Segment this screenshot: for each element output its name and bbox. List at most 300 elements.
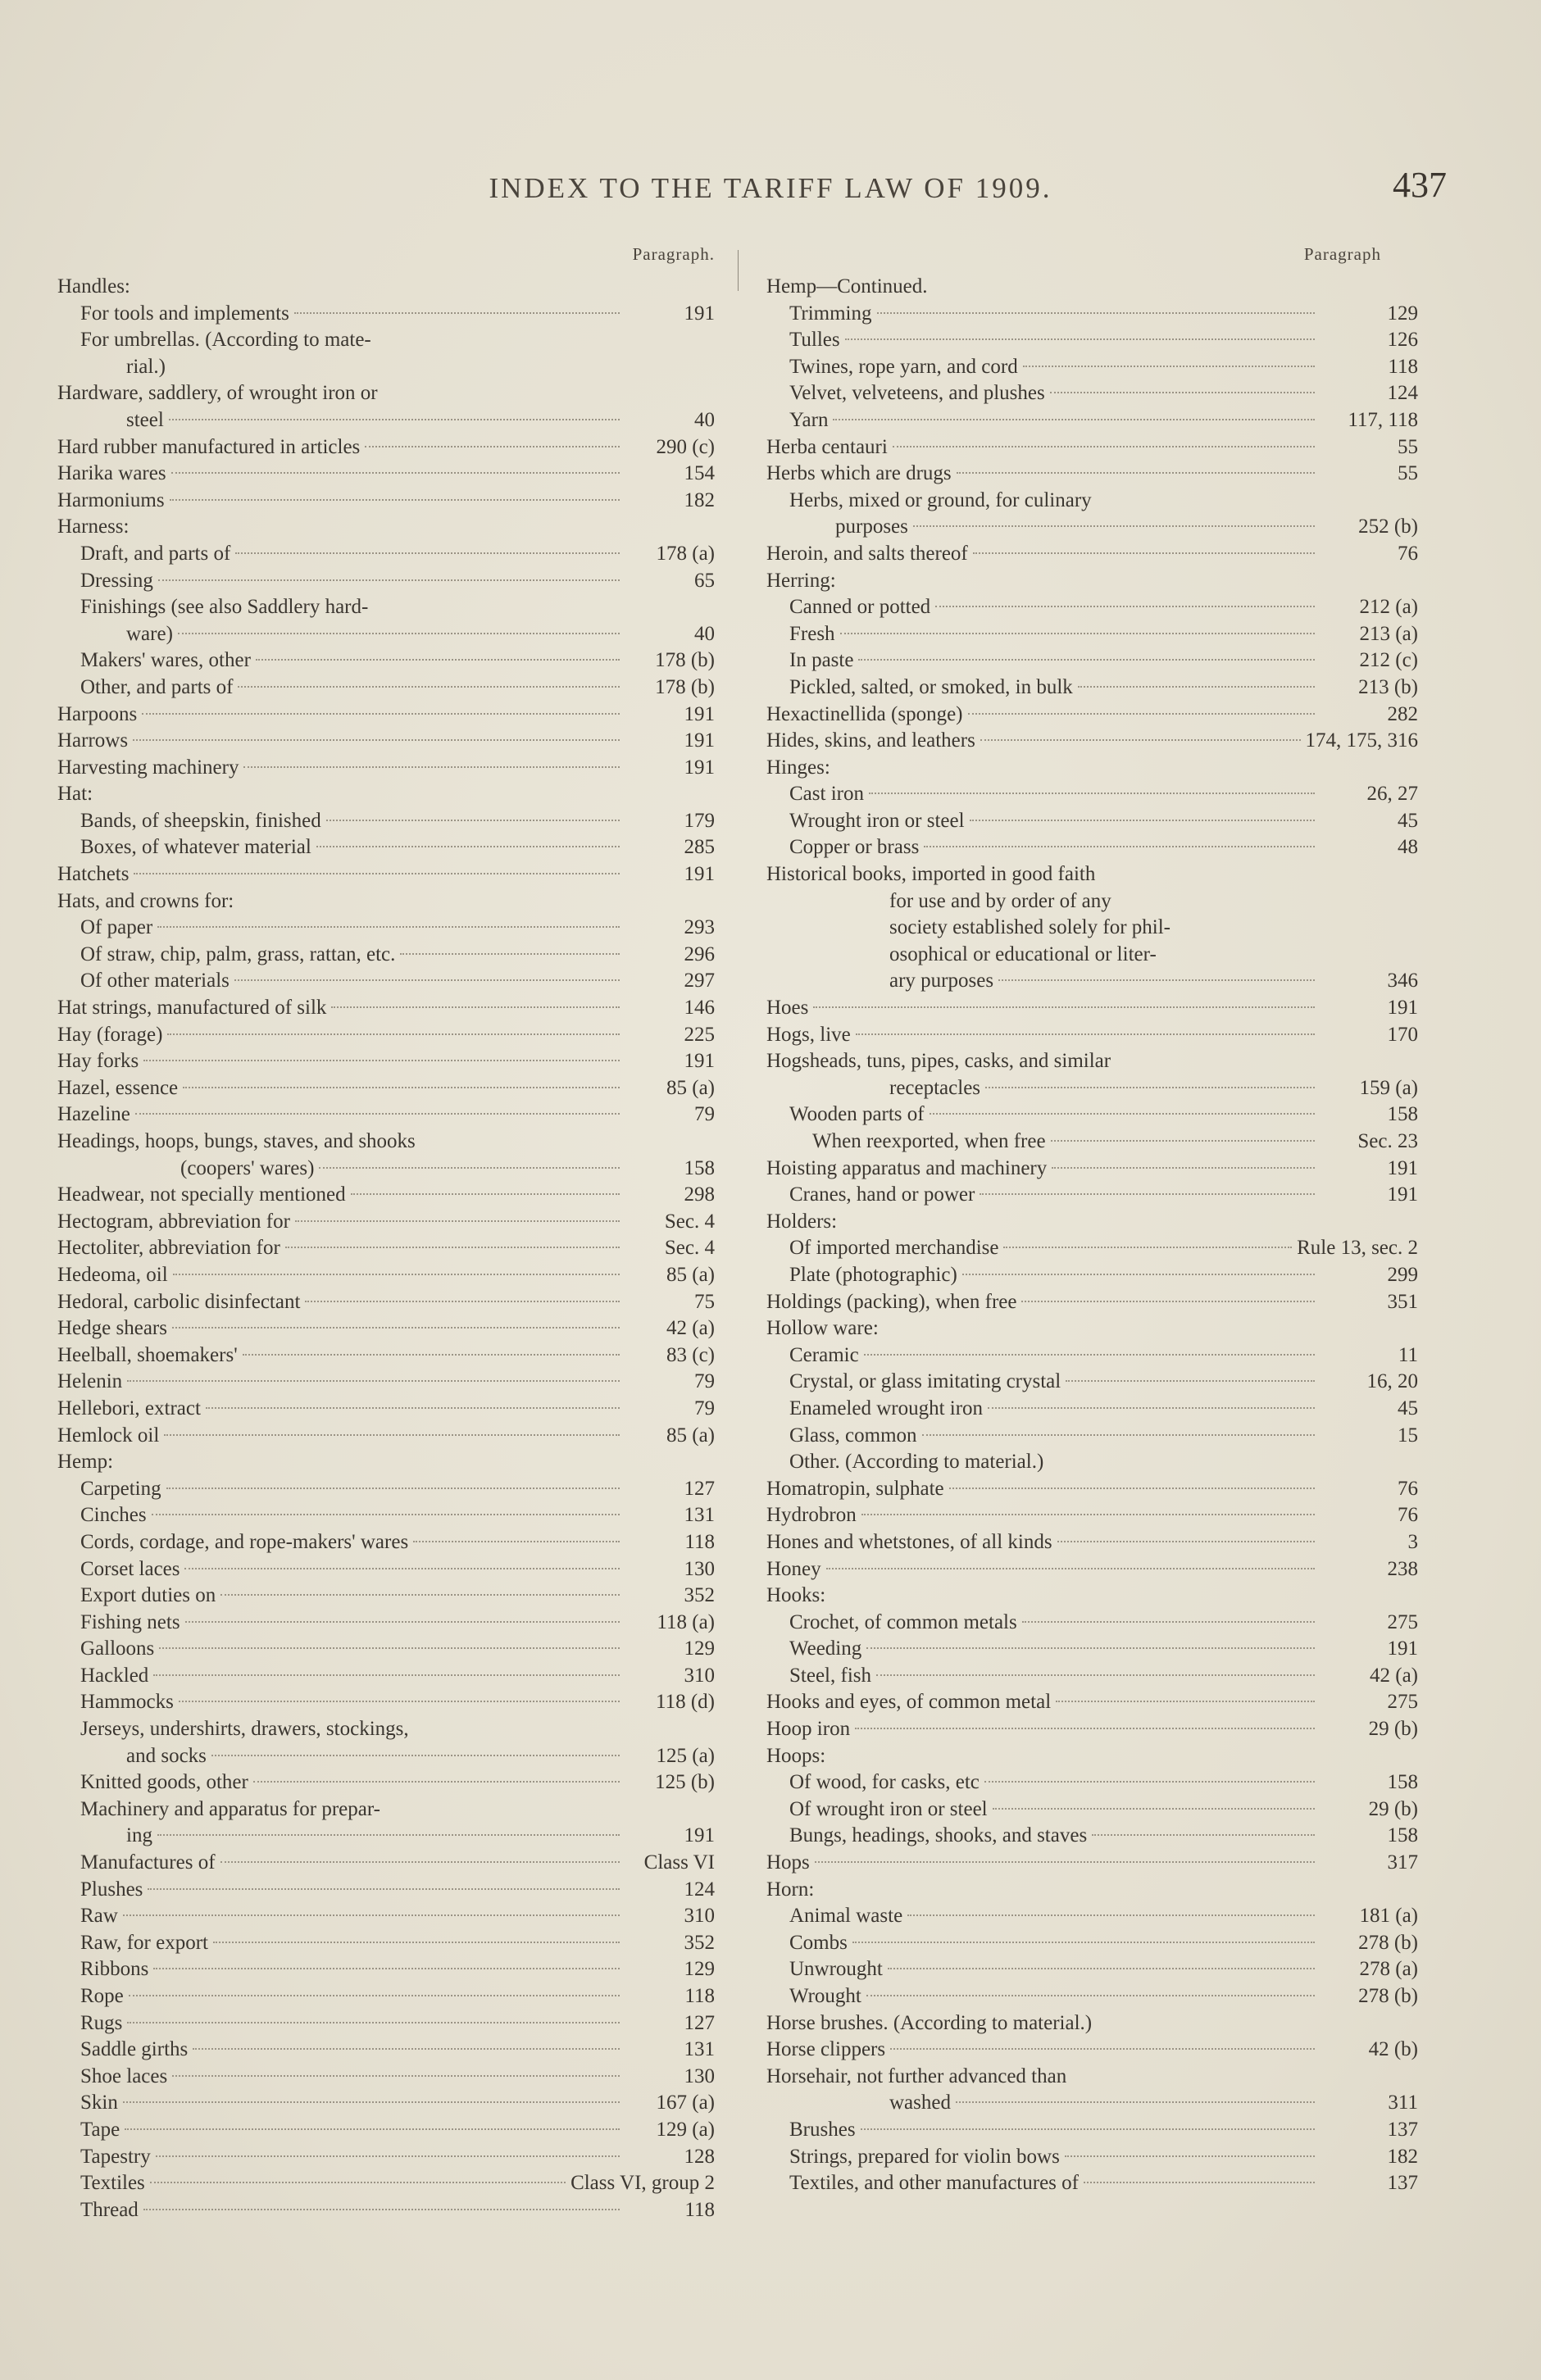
index-entry	[766, 915, 1426, 942]
entry-term: Hollow ware:	[766, 1317, 879, 1340]
dot-leader	[143, 2209, 620, 2210]
entry-term: Hectogram, abbreviation for	[57, 1210, 290, 1233]
paragraph-reference: 182	[684, 488, 715, 511]
dot-leader	[980, 739, 1301, 741]
dot-leader	[256, 659, 620, 661]
paragraph-reference: 124	[1387, 382, 1418, 405]
index-entry	[766, 1101, 1426, 1129]
entry-term: Harvesting machinery	[57, 756, 239, 779]
paragraph-reference: 191	[684, 863, 715, 886]
entry-term: receptacles	[889, 1076, 981, 1099]
index-entry	[57, 1423, 721, 1450]
paragraph-reference: 42 (a)	[1370, 1664, 1418, 1687]
dot-leader	[845, 338, 1315, 340]
index-entry	[57, 1476, 721, 1503]
index-entry	[766, 594, 1426, 621]
dot-leader	[1050, 392, 1315, 393]
dot-leader	[243, 766, 620, 768]
paragraph-reference: 85 (a)	[666, 1076, 715, 1099]
entry-term: Herba centauri	[766, 435, 888, 458]
index-entry	[57, 1209, 721, 1236]
entry-term: Plushes	[80, 1878, 143, 1901]
paragraph-reference: 48	[1398, 836, 1418, 859]
entry-term: Other, and parts of	[80, 675, 234, 698]
dot-leader	[962, 1274, 1315, 1275]
dot-leader	[1066, 1380, 1315, 1382]
index-entry	[57, 1502, 721, 1529]
paragraph-reference: 191	[684, 729, 715, 752]
paragraph-reference: 76	[1398, 542, 1418, 565]
paragraph-reference: 79	[694, 1370, 715, 1393]
entry-term: Steel, fish	[789, 1664, 871, 1687]
index-entry	[57, 2037, 721, 2064]
dot-leader	[1023, 366, 1315, 367]
entry-term: Strings, prepared for violin bows	[789, 2145, 1060, 2168]
dot-leader	[157, 1834, 620, 1836]
entry-term: Cast iron	[789, 783, 864, 806]
entry-term: Combs	[789, 1931, 848, 1954]
dot-leader	[1051, 1140, 1315, 1142]
dot-leader	[984, 1781, 1315, 1783]
paragraph-reference: 297	[684, 970, 715, 992]
index-entry	[766, 354, 1426, 381]
entry-term: Harpoons	[57, 702, 138, 725]
index-entry	[57, 1743, 721, 1770]
dot-leader	[858, 659, 1315, 661]
entry-term: Fresh	[789, 622, 835, 645]
index-entry	[57, 968, 721, 995]
paragraph-reference: 131	[684, 1504, 715, 1527]
dot-leader	[893, 446, 1315, 447]
dot-leader	[833, 419, 1315, 420]
dot-leader	[127, 1380, 620, 1382]
dot-leader	[852, 1942, 1315, 1943]
paragraph-reference: 118	[684, 2198, 715, 2221]
entry-term: Hat strings, manufactured of silk	[57, 997, 327, 1020]
index-entry	[57, 621, 721, 648]
paragraph-reference: 55	[1398, 435, 1418, 458]
dot-leader	[220, 1594, 620, 1596]
paragraph-reference: 158	[684, 1156, 715, 1179]
entry-term: and socks	[126, 1744, 207, 1767]
paragraph-reference: 191	[1387, 1637, 1418, 1660]
paragraph-reference: Sec. 4	[664, 1210, 715, 1233]
entry-term: Trimming	[789, 302, 872, 325]
paragraph-reference: 40	[694, 408, 715, 431]
dot-leader	[159, 1647, 620, 1649]
dot-leader	[998, 979, 1315, 981]
entry-term: Manufactures of	[80, 1851, 216, 1874]
paragraph-reference: 130	[684, 2064, 715, 2087]
paragraph-reference: 85 (a)	[666, 1424, 715, 1447]
dot-leader	[1078, 686, 1315, 688]
paragraph-reference: 278 (b)	[1358, 1931, 1418, 1954]
index-entry	[766, 1689, 1426, 1716]
index-entry	[766, 1769, 1426, 1796]
index-entry	[57, 1369, 721, 1396]
paragraph-reference: 29 (b)	[1368, 1718, 1418, 1741]
paragraph-reference: 212 (a)	[1359, 596, 1418, 619]
paragraph-reference: 83 (c)	[666, 1343, 715, 1366]
index-entry	[766, 461, 1426, 488]
dot-leader	[869, 793, 1315, 794]
entry-term: Draft, and parts of	[80, 542, 231, 565]
index-entry	[766, 1129, 1426, 1156]
running-header: INDEX TO THE TARIFF LAW OF 1909.	[489, 172, 1052, 204]
index-entry	[766, 301, 1426, 328]
index-entry	[766, 888, 1426, 915]
index-entry	[766, 1796, 1426, 1824]
entry-term: Honey	[766, 1557, 821, 1580]
dot-leader	[166, 1488, 620, 1489]
paragraph-reference: 158	[1387, 1103, 1418, 1126]
dot-leader	[890, 2048, 1315, 2050]
dot-leader	[143, 1060, 620, 1061]
dot-leader	[985, 1087, 1315, 1088]
index-entry	[766, 1583, 1426, 1610]
entry-term: Hazeline	[57, 1103, 130, 1126]
entry-term: Hellebori, extract	[57, 1397, 201, 1419]
dot-leader	[184, 1568, 620, 1569]
dot-leader	[211, 1755, 620, 1756]
index-entry	[766, 1235, 1426, 1262]
index-entry	[57, 1983, 721, 2010]
entry-term: Hogsheads, tuns, pipes, casks, and similar	[766, 1050, 1111, 1073]
paragraph-reference: 310	[684, 1664, 715, 1687]
dot-leader	[930, 1113, 1315, 1115]
dot-leader	[319, 1167, 620, 1169]
entry-term: Of other materials	[80, 970, 230, 992]
dot-leader	[877, 312, 1315, 314]
index-entry	[766, 1636, 1426, 1663]
index-entry	[766, 1877, 1426, 1904]
entry-term: Harrows	[57, 729, 129, 752]
dot-leader	[150, 2182, 566, 2183]
dot-leader	[234, 979, 620, 981]
paragraph-reference: 118	[684, 1985, 715, 2007]
index-entry	[766, 755, 1426, 782]
entry-term: Of paper	[80, 916, 153, 939]
entry-term: (coopers' wares)	[180, 1156, 315, 1179]
paragraph-reference: 45	[1398, 809, 1418, 832]
paragraph-reference: 278 (b)	[1358, 1985, 1418, 2007]
dot-leader	[1056, 1701, 1315, 1702]
index-entry	[57, 647, 721, 674]
index-entry	[766, 621, 1426, 648]
paragraph-reference: 129	[684, 1637, 715, 1660]
dot-leader	[866, 1995, 1315, 1996]
paragraph-reference: 191	[684, 1824, 715, 1847]
paragraph-reference: 137	[1387, 2118, 1418, 2141]
dot-leader	[167, 1033, 620, 1035]
entry-term: Homatropin, sulphate	[766, 1477, 944, 1500]
dot-leader	[156, 2155, 620, 2157]
index-entry	[766, 995, 1426, 1022]
paragraph-reference: 126	[1387, 329, 1418, 352]
paragraph-reference: 191	[684, 1050, 715, 1073]
entry-term: Hooks and eyes, of common metal	[766, 1691, 1052, 1714]
dot-leader	[815, 1861, 1315, 1863]
index-entry	[766, 1396, 1426, 1423]
dot-leader	[956, 2101, 1315, 2103]
entry-term: Animal waste	[789, 1905, 903, 1928]
entry-term: Hatchets	[57, 863, 130, 886]
index-entry	[57, 1156, 721, 1183]
entry-term: When reexported, when free	[812, 1130, 1046, 1152]
index-entry	[57, 2170, 721, 2197]
dot-leader	[968, 713, 1316, 715]
paragraph-reference: 213 (b)	[1358, 675, 1418, 698]
entry-term: steel	[126, 408, 164, 431]
index-entry	[766, 1289, 1426, 1316]
paragraph-reference: 174, 175, 316	[1305, 729, 1418, 752]
index-entry	[57, 1796, 721, 1824]
paragraph-reference: 159 (a)	[1359, 1076, 1418, 1099]
dot-leader	[285, 1247, 620, 1248]
dot-leader	[924, 846, 1315, 847]
index-entry	[57, 861, 721, 888]
entry-term: Horn:	[766, 1878, 815, 1901]
paragraph-reference: 278 (a)	[1359, 1958, 1418, 1981]
index-entry	[57, 1262, 721, 1289]
paragraph-reference: 310	[684, 1905, 715, 1928]
index-entry	[57, 301, 721, 328]
dot-leader	[856, 1033, 1315, 1035]
entry-term: Hay (forage)	[57, 1023, 163, 1046]
entry-term: Dressing	[80, 569, 153, 592]
dot-leader	[913, 525, 1315, 527]
paragraph-reference: 118	[684, 1530, 715, 1553]
dot-leader	[123, 2101, 620, 2103]
index-entry	[57, 1449, 721, 1476]
dot-leader	[316, 846, 620, 847]
paragraph-reference: 15	[1398, 1424, 1418, 1447]
dot-leader	[935, 606, 1315, 607]
entry-term: Of straw, chip, palm, grass, rattan, etc.	[80, 942, 396, 965]
entry-term: Of wood, for casks, etc	[789, 1771, 980, 1794]
paragraph-reference: 129	[1387, 302, 1418, 325]
index-entry	[57, 834, 721, 861]
entry-term: Tulles	[789, 329, 840, 352]
dot-leader	[148, 1888, 620, 1890]
paragraph-reference: 154	[684, 462, 715, 485]
index-entry	[766, 1850, 1426, 1877]
entry-term: Harness:	[57, 516, 130, 538]
index-entry	[766, 1315, 1426, 1342]
entry-term: Cinches	[80, 1504, 147, 1527]
entry-term: Hazel, essence	[57, 1076, 179, 1099]
entry-term: Makers' wares, other	[80, 649, 251, 672]
dot-leader	[957, 472, 1315, 474]
index-entry	[57, 1289, 721, 1316]
entry-term: Carpeting	[80, 1477, 161, 1500]
paragraph-reference: 275	[1387, 1610, 1418, 1633]
dot-leader	[295, 1220, 620, 1222]
index-entry	[57, 1556, 721, 1583]
entry-term: Hoop iron	[766, 1718, 851, 1741]
entry-term: Brushes	[789, 2118, 856, 2141]
index-entry	[57, 755, 721, 782]
index-entry	[766, 702, 1426, 729]
index-entry	[57, 808, 721, 835]
paragraph-reference: 296	[684, 942, 715, 965]
dot-leader	[1003, 1247, 1292, 1248]
index-entry	[57, 781, 721, 808]
index-entry	[766, 274, 1426, 301]
paragraph-reference: 346	[1387, 970, 1418, 992]
paragraph-reference: 311	[1388, 2092, 1418, 2114]
dot-leader	[294, 312, 620, 314]
index-entry	[766, 1022, 1426, 1049]
paragraph-reference: 128	[684, 2145, 715, 2168]
entry-term: osophical or educational or liter-	[889, 942, 1157, 965]
dot-leader	[171, 472, 620, 474]
entry-term: ing	[126, 1824, 152, 1847]
entry-term: purposes	[835, 516, 908, 538]
paragraph-reference: 238	[1387, 1557, 1418, 1580]
index-entry	[57, 1877, 721, 1904]
entry-term: Hones and whetstones, of all kinds	[766, 1530, 1052, 1553]
dot-leader	[170, 499, 620, 501]
index-entry	[57, 1930, 721, 1957]
index-entry	[766, 488, 1426, 515]
paragraph-reference: 76	[1398, 1477, 1418, 1500]
dot-leader	[235, 552, 620, 554]
paragraph-reference: 282	[1387, 702, 1418, 725]
index-entry	[57, 1342, 721, 1369]
dot-leader	[988, 1407, 1315, 1409]
entry-term: Hemp—Continued.	[766, 275, 928, 298]
paragraph-reference: 118	[1388, 355, 1418, 378]
paragraph-reference: Sec. 23	[1357, 1130, 1418, 1152]
paragraph-reference: 352	[684, 1584, 715, 1607]
index-entry	[766, 327, 1426, 354]
dot-leader	[129, 1995, 620, 1996]
paragraph-reference: 130	[684, 1557, 715, 1580]
index-entry	[766, 968, 1426, 995]
entry-term: Hooks:	[766, 1584, 826, 1607]
entry-term: Of imported merchandise	[789, 1237, 999, 1260]
dot-leader	[213, 1942, 620, 1943]
index-entry	[766, 1502, 1426, 1529]
paragraph-reference: Class VI, group 2	[570, 2172, 715, 2195]
entry-term: Hides, skins, and leathers	[766, 729, 975, 752]
entry-term: For tools and implements	[80, 302, 289, 325]
entry-term: for use and by order of any	[889, 889, 1111, 912]
dot-leader	[840, 633, 1315, 634]
entry-term: Unwrought	[789, 1958, 883, 1981]
dot-leader	[157, 926, 620, 928]
paragraph-reference: 29 (b)	[1368, 1797, 1418, 1820]
entry-term: Hemlock oil	[57, 1424, 160, 1447]
entry-term: Bands, of sheepskin, finished	[80, 809, 321, 832]
entry-term: Ceramic	[789, 1343, 859, 1366]
entry-term: Wooden parts of	[789, 1103, 925, 1126]
entry-term: Holdings (packing), when free	[766, 1290, 1017, 1313]
dot-leader	[973, 552, 1315, 554]
entry-term: Harika wares	[57, 462, 166, 485]
index-entry	[766, 1075, 1426, 1102]
entry-term: Twines, rope yarn, and cord	[789, 355, 1018, 378]
index-entry	[766, 1182, 1426, 1209]
dot-leader	[993, 1808, 1315, 1810]
paragraph-reference: 42 (b)	[1368, 2038, 1418, 2061]
dot-leader	[331, 1006, 620, 1008]
paragraph-reference: 117, 118	[1348, 408, 1418, 431]
entry-term: Cords, cordage, and rope-makers' wares	[80, 1530, 409, 1553]
dot-leader	[158, 579, 620, 581]
index-entry	[57, 1689, 721, 1716]
paragraph-reference: 191	[684, 702, 715, 725]
index-entry	[766, 781, 1426, 808]
paragraph-reference: 285	[684, 836, 715, 859]
index-entry	[766, 1930, 1426, 1957]
entry-term: Hectoliter, abbreviation for	[57, 1237, 280, 1260]
paragraph-reference: 275	[1387, 1691, 1418, 1714]
index-entry	[766, 2064, 1426, 2091]
index-entry	[57, 1636, 721, 1663]
dot-leader	[193, 2048, 620, 2050]
entry-term: Hammocks	[80, 1691, 174, 1714]
paragraph-reference: 79	[694, 1103, 715, 1126]
entry-term: Boxes, of whatever material	[80, 836, 311, 859]
index-entry	[766, 1342, 1426, 1369]
entry-term: Hogs, live	[766, 1023, 851, 1046]
index-entry	[766, 1556, 1426, 1583]
index-entry	[57, 702, 721, 729]
entry-term: Hinges:	[766, 756, 830, 779]
index-entry	[57, 354, 721, 381]
index-entry	[766, 1956, 1426, 1983]
entry-term: Machinery and apparatus for prepar-	[80, 1797, 380, 1820]
paragraph-reference: 146	[684, 997, 715, 1020]
dot-leader	[142, 713, 620, 715]
entry-term: Headwear, not specially mentioned	[57, 1183, 346, 1206]
dot-leader	[179, 1701, 620, 1702]
index-entry	[57, 1716, 721, 1743]
index-entry	[57, 1663, 721, 1690]
index-entry	[57, 2090, 721, 2117]
index-entry	[57, 1129, 721, 1156]
index-entry	[766, 2170, 1426, 2197]
entry-term: Helenin	[57, 1370, 123, 1393]
dot-leader	[813, 1006, 1315, 1008]
index-entry	[766, 1743, 1426, 1770]
entry-term: Horse clippers	[766, 2038, 886, 2061]
entry-term: Corset laces	[80, 1557, 180, 1580]
entry-term: Crystal, or glass imitating crystal	[789, 1370, 1061, 1393]
index-entry	[57, 434, 721, 461]
index-entry	[766, 514, 1426, 541]
paragraph-reference: 125 (b)	[655, 1771, 715, 1794]
paragraph-reference: 158	[1387, 1824, 1418, 1847]
dot-leader	[365, 446, 620, 447]
paragraph-reference: 191	[1387, 997, 1418, 1020]
left-index-column	[57, 244, 721, 2223]
entry-term: Hardware, saddlery, of wrought iron or	[57, 382, 378, 405]
index-entry	[57, 1048, 721, 1075]
dot-leader	[855, 1728, 1315, 1729]
index-entry	[766, 1529, 1426, 1556]
dot-leader	[153, 1968, 620, 1969]
index-entry	[57, 915, 721, 942]
dot-leader	[206, 1407, 620, 1409]
index-entry	[57, 1583, 721, 1610]
dot-leader	[1022, 1621, 1315, 1623]
entry-term: Horse brushes. (According to material.)	[766, 2011, 1093, 2034]
entry-term: Enameled wrought iron	[789, 1397, 984, 1419]
index-entry	[766, 942, 1426, 969]
